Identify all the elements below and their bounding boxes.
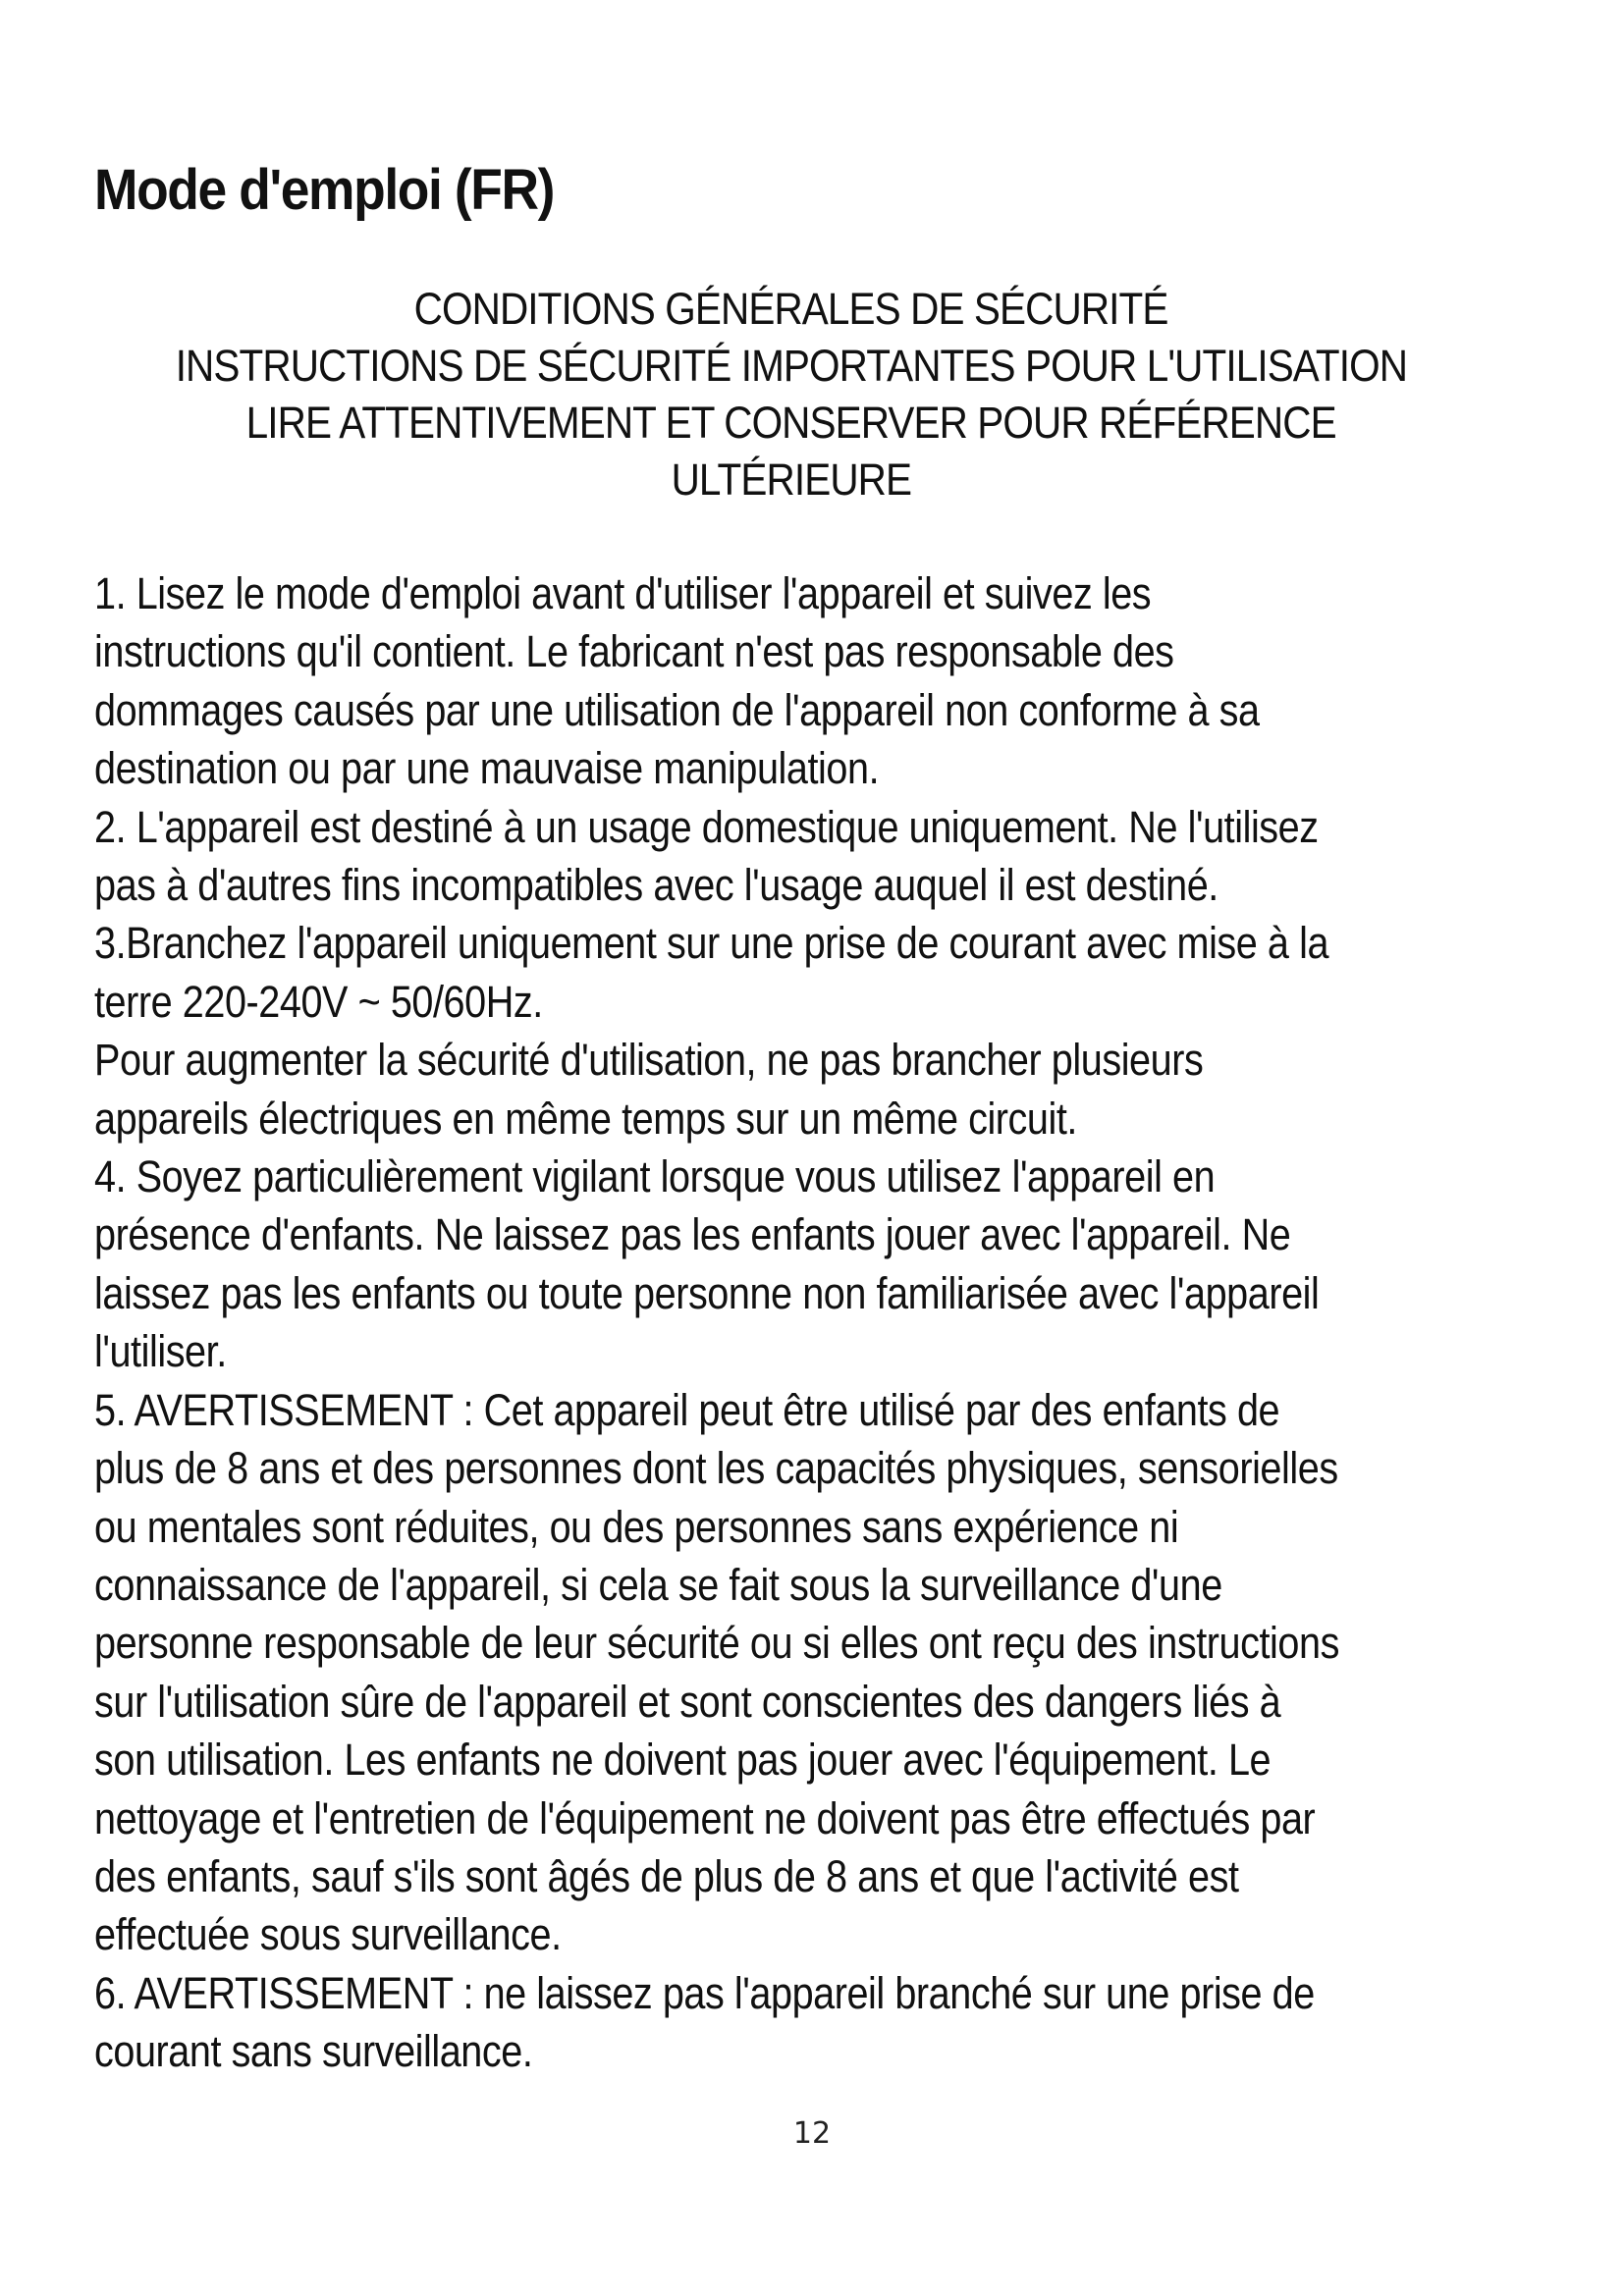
text-line: nettoyage et l'entretien de l'équipement ne doivent pas être effectués par [94,1792,1316,1843]
text-line: pas à d'autres fins incompatibles avec l'usage auquel il est destiné. [94,860,1218,911]
heading-line-4: ULTÉRIEURE [671,454,912,505]
text-line: 3.Branchez l'appareil uniquement sur une prise de courant avec mise à la [94,918,1329,969]
text-line: Pour augmenter la sécurité d'utilisation, ne pas brancher plusieurs [94,1035,1204,1086]
text-line: terre 220-240V ~ 50/60Hz. [94,976,543,1027]
text-line: 5. AVERTISSEMENT : Cet appareil peut être utilisé par des enfants de [94,1384,1280,1435]
heading-line-3: LIRE ATTENTIVEMENT ET CONSERVER POUR RÉFÉRENCE [245,398,1337,448]
text-line: 4. Soyez particulièrement vigilant lorsque vous utilisez l'appareil en [94,1151,1216,1202]
text-line: destination ou par une mauvaise manipulation. [94,743,880,794]
safety-instructions [94,564,1547,2081]
text-line: présence d'enfants. Ne laissez pas les enfants jouer avec l'appareil. Ne [94,1209,1291,1260]
safety-headings [94,281,1489,508]
text-line: sur l'utilisation sûre de l'appareil et sont conscientes des dangers liés à [94,1676,1281,1727]
text-line: appareils électriques en même temps sur un même circuit. [94,1093,1077,1144]
text-line: ou mentales sont réduites, ou des personnes sans expérience ni [94,1501,1179,1552]
page-title: Mode d'emploi (FR) [94,158,555,222]
text-line: personne responsable de leur sécurité ou si elles ont reçu des instructions [94,1618,1339,1669]
text-line: des enfants, sauf s'ils sont âgés de plus de 8 ans et que l'activité est [94,1850,1239,1901]
text-line: effectuée sous surveillance. [94,1909,562,1960]
text-line: courant sans surveillance. [94,2026,533,2077]
text-line: dommages causés par une utilisation de l'appareil non conforme à sa [94,684,1260,735]
text-line: son utilisation. Les enfants ne doivent pas jouer avec l'équipement. Le [94,1735,1272,1786]
text-line: instructions qu'il contient. Le fabricant n'est pas responsable des [94,626,1174,677]
heading-line-1: CONDITIONS GÉNÉRALES DE SÉCURITÉ [414,284,1168,334]
text-line: l'utiliser. [94,1326,227,1377]
text-line: 1. Lisez le mode d'emploi avant d'utiliser l'appareil et suivez les [94,568,1152,618]
text-line: 2. L'appareil est destiné à un usage domestique uniquement. Ne l'utilisez [94,801,1319,852]
text-line: 6. AVERTISSEMENT : ne laissez pas l'appareil branché sur une prise de [94,1967,1315,2018]
text-line: laissez pas les enfants ou toute personne non familiarisée avec l'appareil [94,1267,1320,1318]
heading-line-2: INSTRUCTIONS DE SÉCURITÉ IMPORTANTES POUR L'UTILISATION [175,341,1408,391]
text-line: connaissance de l'appareil, si cela se fait sous la surveillance d'une [94,1559,1222,1610]
text-line: plus de 8 ans et des personnes dont les capacités physiques, sensorielles [94,1443,1338,1494]
page-number: 12 [792,2116,832,2151]
